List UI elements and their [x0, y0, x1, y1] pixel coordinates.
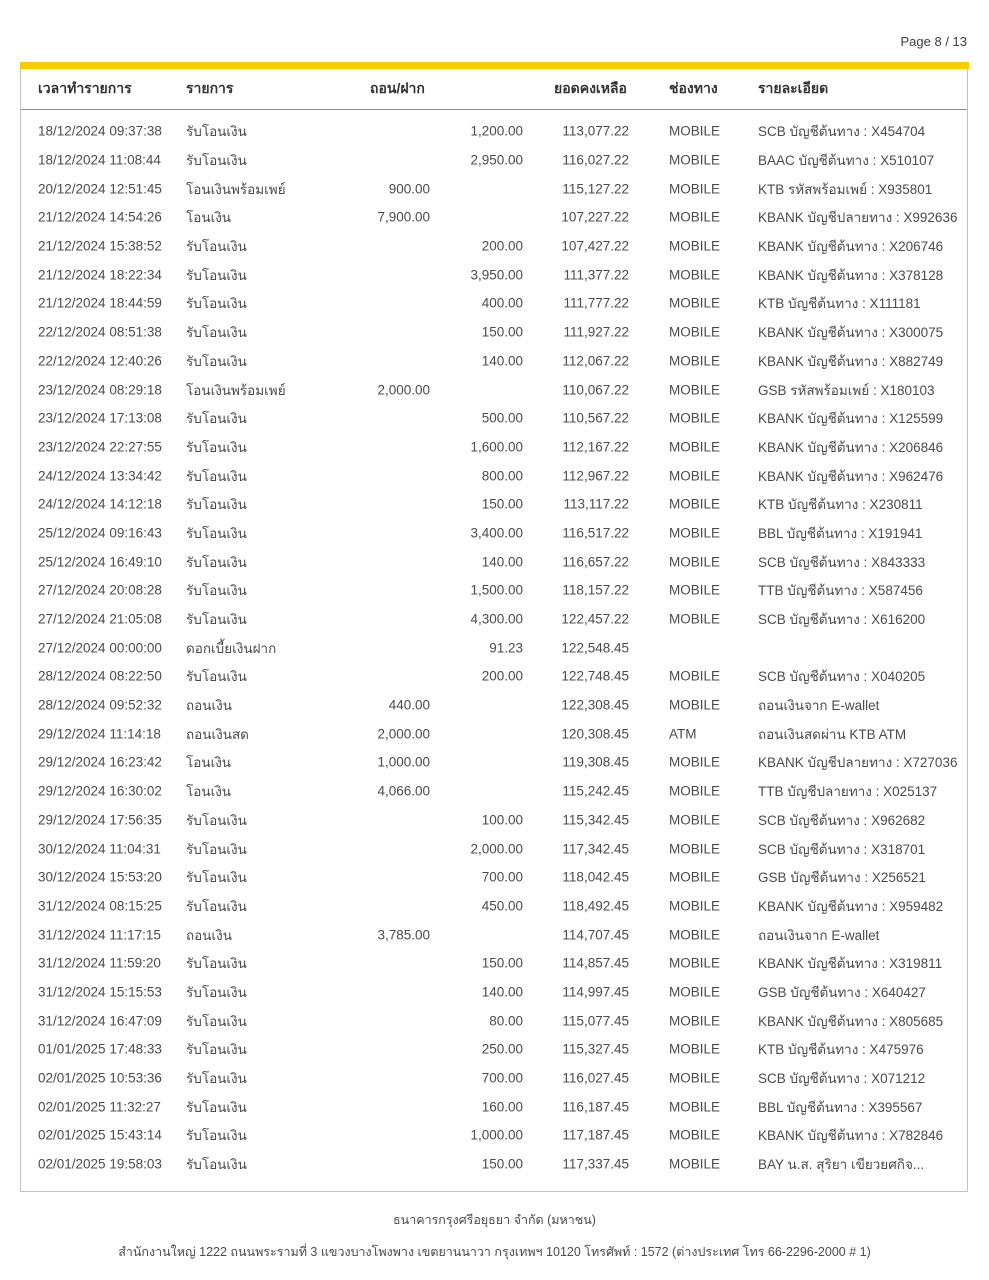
cell-details: KBANK บัญชีต้นทาง : X882749: [758, 353, 944, 369]
cell-details: KBANK บัญชีต้นทาง : X206746: [758, 239, 944, 255]
cell-deposit-amount: 1,000.00: [470, 1127, 523, 1143]
cell-description: รับโอนเงิน: [186, 497, 247, 513]
cell-channel: MOBILE: [669, 697, 721, 713]
cell-datetime: 29/12/2024 16:30:02: [38, 783, 162, 799]
cell-channel: MOBILE: [669, 1127, 721, 1143]
cell-details: KBANK บัญชีต้นทาง : X962476: [758, 468, 944, 484]
cell-details: KTB บัญชีต้นทาง : X230811: [758, 497, 923, 513]
cell-description: รับโอนเงิน: [186, 1013, 247, 1029]
cell-details: KBANK บัญชีต้นทาง : X125599: [758, 411, 944, 427]
table-row: [21, 203, 967, 232]
cell-details: KBANK บัญชีต้นทาง : X300075: [758, 325, 944, 341]
column-header-channel: ช่องทาง: [669, 80, 718, 96]
cell-channel: MOBILE: [669, 1099, 721, 1115]
cell-deposit-amount: 140.00: [481, 984, 523, 1000]
cell-description: รับโอนเงิน: [186, 870, 247, 886]
cell-channel: MOBILE: [669, 267, 721, 283]
cell-description: รับโอนเงิน: [186, 267, 247, 283]
cell-description: โอนเงิน: [186, 210, 232, 226]
cell-description: รับโอนเงิน: [186, 124, 247, 140]
cell-channel: MOBILE: [669, 181, 721, 197]
cell-deposit-amount: 160.00: [481, 1099, 523, 1115]
cell-balance: 115,077.45: [562, 1013, 629, 1029]
cell-datetime: 22/12/2024 12:40:26: [38, 353, 162, 369]
cell-description: ดอกเบี้ยเงินฝาก: [186, 640, 277, 656]
cell-description: รับโอนเงิน: [186, 153, 247, 169]
cell-description: รับโอนเงิน: [186, 1099, 247, 1115]
cell-balance: 107,227.22: [561, 209, 629, 225]
column-header-amount: ถอน/ฝาก: [370, 80, 425, 96]
page-number: Page 8 / 13: [900, 34, 967, 49]
cell-datetime: 21/12/2024 18:22:34: [38, 267, 162, 283]
cell-channel: MOBILE: [669, 1041, 721, 1057]
cell-description: รับโอนเงิน: [186, 525, 247, 541]
cell-balance: 113,077.22: [562, 123, 629, 139]
cell-description: รับโอนเงิน: [186, 956, 247, 972]
cell-balance: 117,187.45: [562, 1127, 629, 1143]
cell-description: รับโอนเงิน: [186, 583, 247, 599]
table-row: [21, 461, 967, 490]
cell-datetime: 31/12/2024 16:47:09: [38, 1013, 162, 1029]
cell-balance: 110,567.22: [562, 410, 629, 426]
cell-datetime: 23/12/2024 22:27:55: [38, 439, 162, 455]
column-header-description: รายการ: [186, 80, 234, 96]
cell-withdraw-amount: 2,000.00: [377, 382, 430, 398]
cell-description: รับโอนเงิน: [186, 296, 247, 312]
cell-description: ถอนเงิน: [186, 927, 232, 943]
cell-balance: 111,927.22: [563, 324, 629, 340]
table-row: [21, 375, 967, 404]
cell-withdraw-amount: 3,785.00: [377, 927, 430, 943]
cell-datetime: 20/12/2024 12:51:45: [38, 181, 162, 197]
cell-channel: MOBILE: [669, 984, 721, 1000]
cell-deposit-amount: 700.00: [481, 1070, 523, 1086]
table-row: [21, 633, 967, 662]
table-row: [21, 519, 967, 548]
cell-channel: MOBILE: [669, 1156, 721, 1172]
table-row: [21, 174, 967, 203]
cell-balance: 113,117.22: [563, 496, 629, 512]
cell-datetime: 27/12/2024 20:08:28: [38, 582, 162, 598]
cell-channel: MOBILE: [669, 525, 721, 541]
table-row: [21, 1092, 967, 1121]
statement-table: [20, 62, 968, 1192]
cell-balance: 116,657.22: [562, 554, 629, 570]
cell-description: รับโอนเงิน: [186, 554, 247, 570]
cell-balance: 111,777.22: [563, 295, 629, 311]
cell-balance: 110,067.22: [562, 382, 629, 398]
cell-datetime: 24/12/2024 14:12:18: [38, 496, 162, 512]
cell-channel: MOBILE: [669, 783, 721, 799]
cell-channel: MOBILE: [669, 238, 721, 254]
cell-balance: 107,427.22: [561, 238, 629, 254]
cell-balance: 122,457.22: [561, 611, 629, 627]
cell-details: GSB บัญชีต้นทาง : X256521: [758, 870, 926, 886]
cell-datetime: 29/12/2024 17:56:35: [38, 812, 162, 828]
cell-details: SCB บัญชีต้นทาง : X843333: [758, 554, 926, 570]
cell-description: ถอนเงิน: [186, 698, 232, 714]
cell-details: KBANK บัญชีต้นทาง : X319811: [758, 956, 943, 972]
cell-deposit-amount: 400.00: [481, 295, 523, 311]
table-row: [21, 117, 967, 146]
cell-deposit-amount: 140.00: [481, 554, 523, 570]
cell-description: โอนเงินพร้อมเพย์: [186, 382, 286, 398]
cell-deposit-amount: 1,500.00: [470, 582, 523, 598]
cell-balance: 114,707.45: [562, 927, 629, 943]
cell-details: ถอนเงินจาก E-wallet: [758, 927, 880, 943]
table-row: [21, 1035, 967, 1064]
cell-details: ถอนเงินสดผ่าน KTB ATM: [758, 726, 907, 742]
cell-channel: MOBILE: [669, 955, 721, 971]
cell-description: รับโอนเงิน: [186, 669, 247, 685]
cell-datetime: 23/12/2024 08:29:18: [38, 382, 162, 398]
cell-description: รับโอนเงิน: [186, 353, 247, 369]
cell-channel: MOBILE: [669, 554, 721, 570]
cell-balance: 115,242.45: [562, 783, 629, 799]
cell-deposit-amount: 4,300.00: [470, 611, 523, 627]
cell-datetime: 02/01/2025 19:58:03: [38, 1156, 162, 1172]
cell-balance: 112,967.22: [562, 468, 629, 484]
cell-channel: MOBILE: [669, 611, 721, 627]
table-row: [21, 490, 967, 519]
cell-balance: 116,027.22: [562, 152, 629, 168]
cell-balance: 115,127.22: [562, 181, 629, 197]
cell-channel: MOBILE: [669, 1070, 721, 1086]
cell-deposit-amount: 3,400.00: [470, 525, 523, 541]
cell-withdraw-amount: 7,900.00: [377, 209, 430, 225]
cell-datetime: 23/12/2024 17:13:08: [38, 410, 162, 426]
cell-channel: MOBILE: [669, 295, 721, 311]
cell-channel: MOBILE: [669, 152, 721, 168]
cell-balance: 119,308.45: [562, 754, 629, 770]
cell-details: BBL บัญชีต้นทาง : X191941: [758, 525, 923, 541]
cell-details: SCB บัญชีต้นทาง : X962682: [758, 812, 926, 828]
cell-datetime: 28/12/2024 09:52:32: [38, 697, 162, 713]
cell-description: รับโอนเงิน: [186, 1157, 247, 1173]
column-header-balance: ยอดคงเหลือ: [554, 80, 627, 96]
cell-deposit-amount: 150.00: [481, 955, 523, 971]
table-row: [21, 547, 967, 576]
cell-balance: 120,308.45: [561, 726, 629, 742]
table-row: [21, 347, 967, 376]
cell-deposit-amount: 1,200.00: [470, 123, 523, 139]
cell-balance: 122,548.45: [561, 640, 629, 656]
cell-details: KBANK บัญชีต้นทาง : X782846: [758, 1128, 944, 1144]
cell-balance: 116,187.45: [562, 1099, 629, 1115]
cell-datetime: 18/12/2024 11:08:44: [38, 152, 161, 168]
cell-channel: MOBILE: [669, 812, 721, 828]
cell-deposit-amount: 200.00: [481, 238, 523, 254]
table-row: [21, 605, 967, 634]
cell-deposit-amount: 700.00: [481, 869, 523, 885]
cell-balance: 115,342.45: [562, 812, 629, 828]
cell-datetime: 30/12/2024 15:53:20: [38, 869, 162, 885]
cell-channel: MOBILE: [669, 927, 721, 943]
cell-details: KBANK บัญชีต้นทาง : X206846: [758, 439, 944, 455]
cell-details: TTB บัญชีปลายทาง : X025137: [758, 784, 938, 800]
table-row: [21, 662, 967, 691]
cell-channel: MOBILE: [669, 468, 721, 484]
cell-withdraw-amount: 900.00: [388, 181, 430, 197]
cell-withdraw-amount: 2,000.00: [377, 726, 430, 742]
cell-description: รับโอนเงิน: [186, 1071, 247, 1087]
cell-description: รับโอนเงิน: [186, 841, 247, 857]
cell-description: รับโอนเงิน: [186, 898, 247, 914]
table-row: [21, 920, 967, 949]
cell-description: รับโอนเงิน: [186, 468, 247, 484]
cell-description: รับโอนเงิน: [186, 1128, 247, 1144]
cell-description: โอนเงินพร้อมเพย์: [186, 181, 286, 197]
cell-details: KBANK บัญชีต้นทาง : X959482: [758, 898, 944, 914]
cell-withdraw-amount: 440.00: [388, 697, 430, 713]
table-row: [21, 1064, 967, 1093]
cell-deposit-amount: 150.00: [481, 496, 523, 512]
cell-datetime: 02/01/2025 11:32:27: [38, 1099, 161, 1115]
cell-details: GSB บัญชีต้นทาง : X640427: [758, 984, 926, 1000]
cell-datetime: 22/12/2024 08:51:38: [38, 324, 162, 340]
table-row: [21, 232, 967, 261]
cell-details: SCB บัญชีต้นทาง : X040205: [758, 669, 926, 685]
cell-details: BAAC บัญชีต้นทาง : X510107: [758, 153, 935, 169]
cell-datetime: 27/12/2024 21:05:08: [38, 611, 162, 627]
cell-datetime: 01/01/2025 17:48:33: [38, 1041, 162, 1057]
cell-datetime: 31/12/2024 11:59:20: [38, 955, 161, 971]
cell-channel: MOBILE: [669, 869, 721, 885]
cell-datetime: 21/12/2024 18:44:59: [38, 295, 162, 311]
cell-balance: 111,377.22: [563, 267, 629, 283]
table-row: [21, 806, 967, 835]
table-row: [21, 289, 967, 318]
cell-description: ถอนเงินสด: [186, 726, 249, 742]
cell-description: รับโอนเงิน: [186, 325, 247, 341]
cell-balance: 112,067.22: [562, 353, 629, 369]
cell-datetime: 25/12/2024 16:49:10: [38, 554, 162, 570]
cell-channel: MOBILE: [669, 898, 721, 914]
cell-datetime: 31/12/2024 15:15:53: [38, 984, 162, 1000]
table-top-accent-bar: [20, 62, 969, 69]
cell-deposit-amount: 200.00: [481, 668, 523, 684]
table-row: [21, 949, 967, 978]
cell-balance: 122,748.45: [561, 668, 629, 684]
cell-datetime: 30/12/2024 11:04:31: [38, 841, 161, 857]
cell-balance: 118,042.45: [562, 869, 629, 885]
cell-details: BAY น.ส. สุริยา เขียวยศกิจ...: [758, 1157, 925, 1173]
cell-details: KBANK บัญชีต้นทาง : X805685: [758, 1013, 944, 1029]
cell-balance: 118,157.22: [562, 582, 629, 598]
bank-name: ธนาคารกรุงศรีอยุธยา จำกัด (มหาชน): [393, 1213, 596, 1227]
cell-deposit-amount: 140.00: [481, 353, 523, 369]
cell-deposit-amount: 91.23: [489, 640, 523, 656]
table-row: [21, 146, 967, 175]
table-row: [21, 1006, 967, 1035]
table-row: [21, 433, 967, 462]
cell-deposit-amount: 2,950.00: [470, 152, 523, 168]
cell-datetime: 31/12/2024 08:15:25: [38, 898, 162, 914]
cell-description: รับโอนเงิน: [186, 1042, 247, 1058]
column-header-datetime: เวลาทำรายการ: [38, 80, 132, 96]
column-header-details: รายละเอียด: [758, 80, 829, 96]
cell-channel: MOBILE: [669, 496, 721, 512]
table-row: [21, 719, 967, 748]
footer: [0, 1210, 989, 1262]
cell-details: KTB บัญชีต้นทาง : X111181: [758, 296, 921, 312]
cell-balance: 116,517.22: [562, 525, 629, 541]
table-row: [21, 1150, 967, 1179]
cell-deposit-amount: 80.00: [489, 1013, 523, 1029]
cell-description: รับโอนเงิน: [186, 812, 247, 828]
cell-channel: MOBILE: [669, 841, 721, 857]
cell-description: รับโอนเงิน: [186, 612, 247, 628]
cell-deposit-amount: 1,600.00: [470, 439, 523, 455]
cell-details: SCB บัญชีต้นทาง : X616200: [758, 612, 926, 628]
cell-balance: 118,492.45: [562, 898, 629, 914]
cell-description: รับโอนเงิน: [186, 439, 247, 455]
cell-details: GSB รหัสพร้อมเพย์ : X180103: [758, 382, 935, 398]
cell-channel: MOBILE: [669, 1013, 721, 1029]
cell-channel: MOBILE: [669, 123, 721, 139]
table-body: [21, 110, 967, 1191]
cell-description: โอนเงิน: [186, 755, 232, 771]
cell-balance: 116,027.45: [562, 1070, 629, 1086]
cell-balance: 122,308.45: [561, 697, 629, 713]
table-row: [21, 834, 967, 863]
table-row: [21, 691, 967, 720]
cell-datetime: 02/01/2025 10:53:36: [38, 1070, 162, 1086]
cell-details: BBL บัญชีต้นทาง : X395567: [758, 1099, 923, 1115]
table-row: [21, 777, 967, 806]
cell-details: KBANK บัญชีปลายทาง : X727036: [758, 755, 958, 771]
cell-datetime: 21/12/2024 14:54:26: [38, 209, 162, 225]
cell-datetime: 25/12/2024 09:16:43: [38, 525, 162, 541]
cell-channel: MOBILE: [669, 410, 721, 426]
cell-balance: 117,342.45: [562, 841, 629, 857]
cell-channel: MOBILE: [669, 439, 721, 455]
cell-channel: MOBILE: [669, 353, 721, 369]
cell-channel: ATM: [669, 726, 697, 742]
cell-balance: 114,997.45: [562, 984, 629, 1000]
cell-deposit-amount: 150.00: [481, 1156, 523, 1172]
cell-details: KBANK บัญชีต้นทาง : X378128: [758, 267, 944, 283]
cell-deposit-amount: 500.00: [481, 410, 523, 426]
cell-deposit-amount: 250.00: [481, 1041, 523, 1057]
table-row: [21, 1121, 967, 1150]
cell-details: KTB รหัสพร้อมเพย์ : X935801: [758, 181, 933, 197]
cell-deposit-amount: 150.00: [481, 324, 523, 340]
bank-address: สำนักงานใหญ่ 1222 ถนนพระรามที่ 3 แขวงบางโพงพาง เขตยานนาวา กรุงเทพฯ 10120 โทรศัพท์ : 1572 (ต่างประเทศ โทร 66-2296-2000 # 1): [118, 1245, 871, 1259]
table-row: [21, 260, 967, 289]
cell-channel: MOBILE: [669, 324, 721, 340]
cell-deposit-amount: 2,000.00: [470, 841, 523, 857]
cell-deposit-amount: 100.00: [481, 812, 523, 828]
cell-balance: 114,857.45: [562, 955, 629, 971]
cell-withdraw-amount: 1,000.00: [377, 754, 430, 770]
table-row: [21, 978, 967, 1007]
table-row: [21, 576, 967, 605]
cell-description: โอนเงิน: [186, 784, 232, 800]
cell-deposit-amount: 450.00: [481, 898, 523, 914]
cell-balance: 115,327.45: [562, 1041, 629, 1057]
table-header-row: [21, 69, 967, 110]
cell-datetime: 29/12/2024 16:23:42: [38, 754, 162, 770]
cell-datetime: 28/12/2024 08:22:50: [38, 668, 162, 684]
cell-details: ถอนเงินจาก E-wallet: [758, 698, 880, 714]
cell-channel: MOBILE: [669, 754, 721, 770]
table-row: [21, 404, 967, 433]
cell-datetime: 27/12/2024 00:00:00: [38, 640, 162, 656]
cell-datetime: 24/12/2024 13:34:42: [38, 468, 162, 484]
table-row: [21, 748, 967, 777]
cell-deposit-amount: 3,950.00: [470, 267, 523, 283]
cell-details: KTB บัญชีต้นทาง : X475976: [758, 1042, 924, 1058]
cell-datetime: 21/12/2024 15:38:52: [38, 238, 162, 254]
cell-datetime: 18/12/2024 09:37:38: [38, 123, 162, 139]
cell-channel: MOBILE: [669, 209, 721, 225]
cell-channel: MOBILE: [669, 582, 721, 598]
cell-channel: MOBILE: [669, 668, 721, 684]
cell-withdraw-amount: 4,066.00: [377, 783, 430, 799]
cell-description: รับโอนเงิน: [186, 984, 247, 1000]
table-row: [21, 863, 967, 892]
cell-details: TTB บัญชีต้นทาง : X587456: [758, 583, 923, 599]
cell-datetime: 29/12/2024 11:14:18: [38, 726, 161, 742]
cell-deposit-amount: 800.00: [481, 468, 523, 484]
cell-description: รับโอนเงิน: [186, 411, 247, 427]
table-row: [21, 892, 967, 921]
cell-details: SCB บัญชีต้นทาง : X071212: [758, 1071, 926, 1087]
cell-datetime: 02/01/2025 15:43:14: [38, 1127, 162, 1143]
table-row: [21, 318, 967, 347]
cell-balance: 117,337.45: [562, 1156, 629, 1172]
cell-details: KBANK บัญชีปลายทาง : X992636: [758, 210, 958, 226]
cell-details: SCB บัญชีต้นทาง : X318701: [758, 841, 926, 857]
cell-description: รับโอนเงิน: [186, 239, 247, 255]
cell-datetime: 31/12/2024 11:17:15: [38, 927, 161, 943]
cell-details: SCB บัญชีต้นทาง : X454704: [758, 124, 926, 140]
cell-channel: MOBILE: [669, 382, 721, 398]
cell-balance: 112,167.22: [562, 439, 629, 455]
